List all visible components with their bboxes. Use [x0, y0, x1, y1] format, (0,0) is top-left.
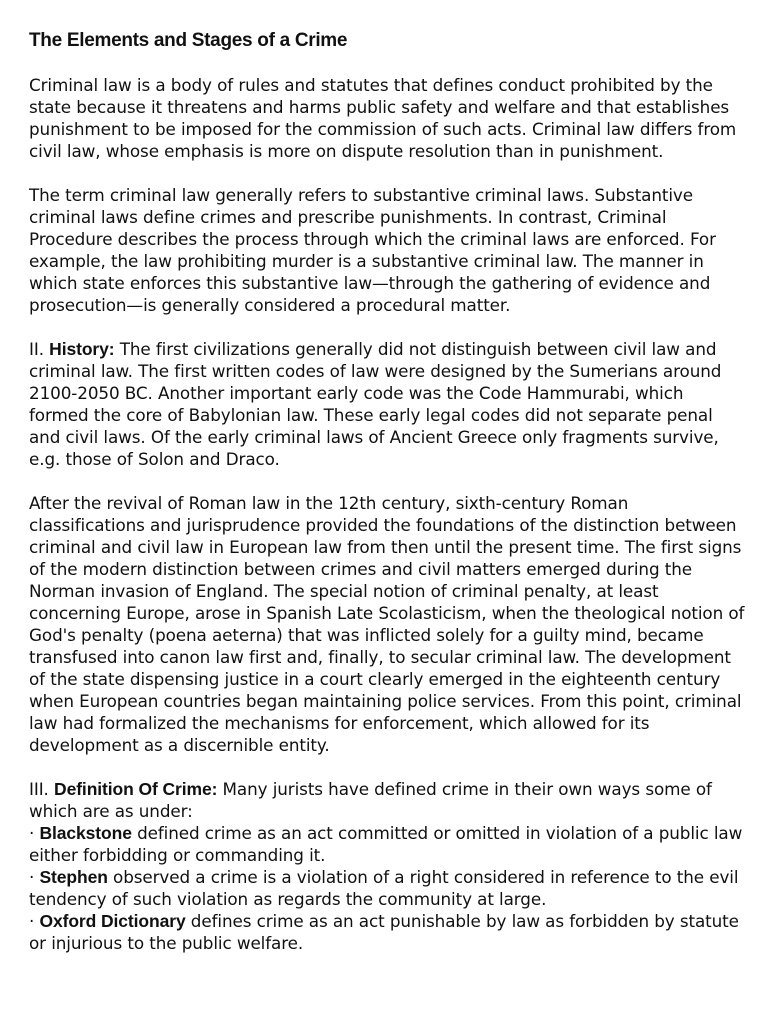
- history-section-number: II.: [29, 339, 50, 359]
- definition-item-oxford-dictionary: [29, 910, 745, 954]
- bullet-icon: ·: [29, 867, 40, 887]
- definition-item-name: Oxford Dictionary: [39, 911, 186, 931]
- document-title: The Elements and Stages of a Crime: [29, 30, 348, 51]
- history-paragraph: [29, 338, 745, 470]
- definition-item-blackstone: [29, 822, 745, 866]
- definition-paragraph: [29, 778, 745, 822]
- intro-paragraph-2: The term criminal law generally refers to substantive criminal laws. Substantive criminal laws define crimes and prescribe punishments. In contrast, Criminal Procedure describes the process through which the criminal laws are enforced. For example, the law prohibiting murder is a substantive criminal law. The manner in which state enforces this substantive law—through the gathering of evidence and prosecution—is generally considered a procedural matter.: [29, 185, 716, 315]
- definition-item-text: defines crime as an act punishable by law as forbidden by statute or injurious to the public welfare.: [29, 911, 739, 953]
- bullet-icon: ·: [29, 823, 40, 843]
- history-paragraph-2: After the revival of Roman law in the 12th century, sixth-century Roman classifications and jurisprudence provided the foundations of the distinction between criminal and civil law in European law from then until the present time. The first signs of the modern distinction between crimes and civil matters emerged during the Norman invasion of England. The special notion of criminal penalty, at least concerning Europe, arose in Spanish Late Scolasticism, when the theological notion of God's penalty (poena aeterna) that was inflicted solely for a guilty mind, became transfused into canon law first and, finally, to secular criminal law. The development of the state dispensing justice in a court clearly emerged in the eighteenth century when European countries began maintaining police services. From this point, criminal law had formalized the mechanisms for enforcement, which allowed for its development as a discernible entity.: [29, 493, 745, 755]
- bullet-icon: ·: [29, 911, 40, 931]
- definition-text: Many jurists have defined crime in their own ways some of which are as under:: [29, 779, 712, 821]
- intro-paragraph-1: Criminal law is a body of rules and statutes that defines conduct prohibited by the state because it threatens and harms public safety and welfare and that establishes punishment to be imposed for the commission of such acts. Criminal law differs from civil law, whose emphasis is more on dispute resolution than in punishment.: [29, 75, 737, 161]
- definition-heading: Definition Of Crime:: [54, 779, 218, 799]
- definition-item-text: observed a crime is a violation of a right considered in reference to the evil tendency of such violation as regards the community at large.: [29, 867, 739, 909]
- definition-item-stephen: [29, 866, 745, 910]
- history-heading: History:: [49, 339, 115, 359]
- document-page: [29, 30, 745, 954]
- definition-item-name: Blackstone: [39, 823, 132, 843]
- definition-item-name: Stephen: [39, 867, 108, 887]
- history-text: The first civilizations generally did not distinguish between civil law and criminal law. The first written codes of law were designed by the Sumerians around 2100-2050 BC. Another important early code was the Code Hammurabi, which formed the core of Babylonian law. These early legal codes did not separate penal and civil laws. Of the early criminal laws of Ancient Greece only fragments survive, e.g. those of Solon and Draco.: [29, 339, 722, 469]
- definition-item-text: defined crime as an act committed or omitted in violation of a public law either forbidding or commanding it.: [29, 823, 743, 865]
- definition-section-number: III.: [29, 779, 55, 799]
